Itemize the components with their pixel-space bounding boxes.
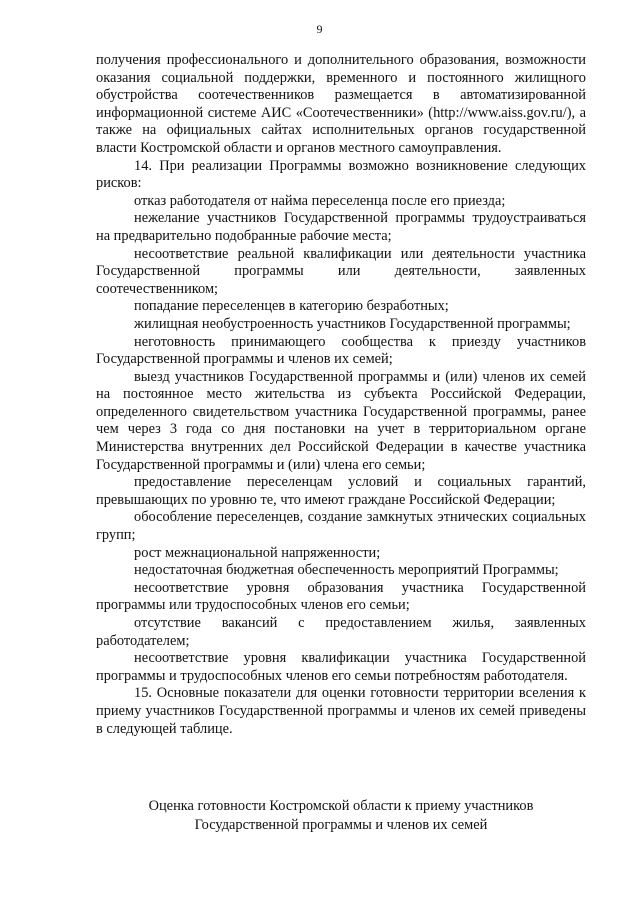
- paragraph: несоответствие реальной квалификации или деятельности участника Государственной программы или деятельности, заявленных соотечественником;: [96, 245, 586, 297]
- body-text: [96, 52, 586, 738]
- paragraph: отказ работодателя от найма переселенца после его приезда;: [134, 192, 506, 209]
- paragraph: рост межнациональной напряженности;: [134, 544, 381, 561]
- paragraph: жилищная необустроенность участников Государственной программы;: [134, 315, 571, 332]
- table-caption-line: Государственной программы и членов их семей: [194, 817, 488, 833]
- paragraph: нежелание участников Государственной программы трудоустраиваться на предварительно подобранные рабочие места;: [96, 210, 586, 244]
- table-caption-line: Оценка готовности Костромской области к приему участников: [148, 798, 534, 814]
- paragraph: несоответствие уровня квалификации участника Государственной программы и трудоспособных членов его семьи потребностям работодателя.: [96, 650, 586, 684]
- table-caption: [96, 797, 586, 835]
- paragraph: неготовность принимающего сообщества к приезду участников Государственной программы и членов их семей;: [96, 333, 586, 368]
- paragraph: 15. Основные показатели для оценки готовности территории вселения к приему участников Государственной программы и членов их семей приведены в следующей таблице.: [96, 685, 586, 737]
- paragraph: попадание переселенцев в категорию безработных;: [134, 298, 449, 315]
- paragraph: предоставление переселенцам условий и социальных гарантий, превышающих по уровню те, что имеют граждане Российской Федерации;: [96, 474, 586, 508]
- paragraph: несоответствие уровня образования участника Государственной программы или трудоспособных членов его семьи;: [96, 579, 586, 614]
- paragraph: отсутствие вакансий с предоставлением жилья, заявленных работодателем;: [96, 615, 586, 649]
- paragraph: 14. При реализации Программы возможно возникновение следующих рисков:: [96, 157, 586, 192]
- paragraph: недостаточная бюджетная обеспеченность мероприятий Программы;: [134, 562, 559, 579]
- page-number: 9: [316, 22, 323, 36]
- paragraph: получения профессионального и дополнительного образования, возможности оказания социальной поддержки, временного и постоянного жилищного обустройства соотечественников размещается в автоматизированной информационной системе АИС «Соотечественники» (http://www.aiss.gov.ru/), а также на официальных сайтах исполнительных органов государственной власти Костромской области и органов местного самоуправления.: [96, 52, 586, 156]
- paragraph: выезд участников Государственной программы и (или) членов их семей на постоянное место жительства из субъекта Российской Федерации, определенного свидетельством участника Государственной программы, ранее чем через 3 года со дня постановки на учет в территориальном органе Министерства внутренних дел Российской Федерации в качестве участника Государственной программы и (или) члена его семьи;: [96, 368, 586, 473]
- paragraph: обособление переселенцев, создание замкнутых этнических социальных групп;: [96, 509, 586, 544]
